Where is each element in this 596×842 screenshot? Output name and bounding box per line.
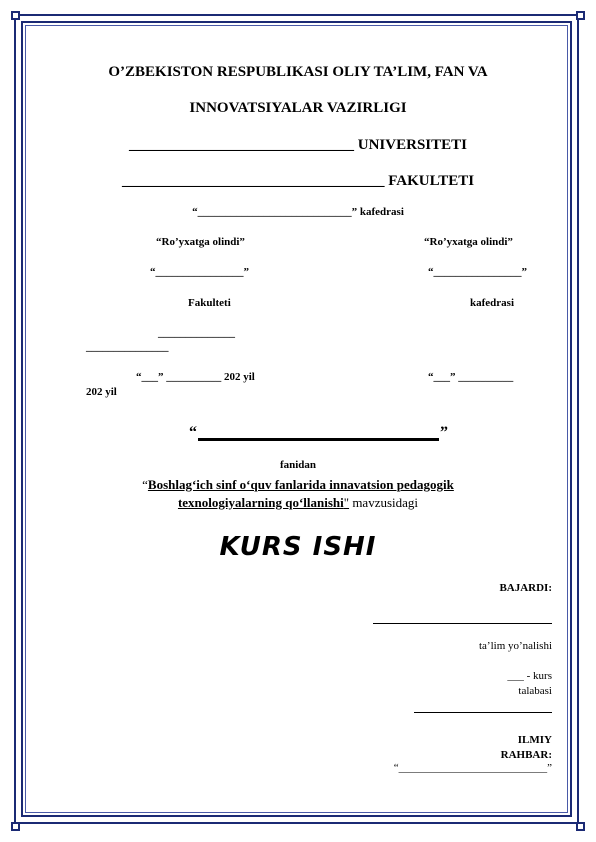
topic-line-2: texnologiyalarning qo‘llanishi" mavzusidagi xyxy=(177,495,419,510)
student-name-blank xyxy=(373,623,552,624)
university-blank: ______________________________ xyxy=(129,137,355,153)
registration-right-unit: kafedrasi xyxy=(470,297,514,309)
student-direction: ta’lim yo’nalishi xyxy=(478,640,552,652)
registration-right-date: “___” __________ xyxy=(428,371,514,383)
ministry-line-2: INNOVATSIYALAR VAZIRLIGI xyxy=(189,100,407,116)
registration-left-year: 202 yil xyxy=(86,386,117,398)
registration-right-title: “Ro’yxatga olindi” xyxy=(424,236,513,248)
topic-text-1: Boshlag‘ich sinf o‘quv fanlarida innavatsion pedagogik xyxy=(147,477,454,492)
registration-left-date: “___” __________ 202 yil xyxy=(136,371,255,383)
registration-left-signature-2: _______________ xyxy=(86,341,169,353)
supervisor-label-1: ILMIY xyxy=(517,734,552,746)
document-title: KURS ISHI xyxy=(219,532,377,562)
registration-left-signature: ______________ xyxy=(158,327,235,339)
faculty-blank: ___________________________________ xyxy=(121,173,385,189)
student-label: BAJARDI: xyxy=(499,582,552,594)
faculty-label: FAKULTETI xyxy=(388,173,475,189)
registration-left-unit: Fakulteti xyxy=(188,297,231,309)
student-signature-blank xyxy=(414,712,552,713)
supervisor-label-2: RAHBAR: xyxy=(500,749,552,761)
student-word: talabasi xyxy=(518,685,552,697)
subject-quote-open: “ xyxy=(189,424,197,441)
registration-left-title: “Ro’yxatga olindi” xyxy=(156,236,245,248)
subject-label: fanidan xyxy=(279,459,317,471)
border-corner-ornament xyxy=(11,822,20,831)
department-blank: ____________________________ xyxy=(197,206,352,218)
department-line: “____________________________” kafedrasi xyxy=(192,206,404,218)
border-corner-ornament xyxy=(576,822,585,831)
university-line xyxy=(0,137,596,154)
supervisor-name: “___________________________” xyxy=(393,762,552,774)
registration-left-number: “________________” xyxy=(150,266,249,278)
ministry-line-1: O’ZBEKISTON RESPUBLIKASI OLIY TA’LIM, FAN VA xyxy=(108,64,488,80)
department-label: ” kafedrasi xyxy=(351,206,404,218)
university-label: UNIVERSITETI xyxy=(357,137,467,153)
subject-quote-close: ” xyxy=(440,424,448,441)
topic-line-1: “Boshlag‘ich sinf o‘quv fanlarida innavatsion pedagogik xyxy=(142,477,454,492)
topic-text-2: texnologiyalarning qo‘llanishi xyxy=(177,495,344,510)
subject-name-blank xyxy=(198,438,439,441)
topic-suffix: mavzusidagi xyxy=(349,495,419,510)
student-course: ___ - kurs xyxy=(507,670,552,682)
border-corner-ornament xyxy=(11,11,20,20)
border-corner-ornament xyxy=(576,11,585,20)
faculty-line xyxy=(0,173,596,190)
registration-right-number: “________________” xyxy=(428,266,527,278)
